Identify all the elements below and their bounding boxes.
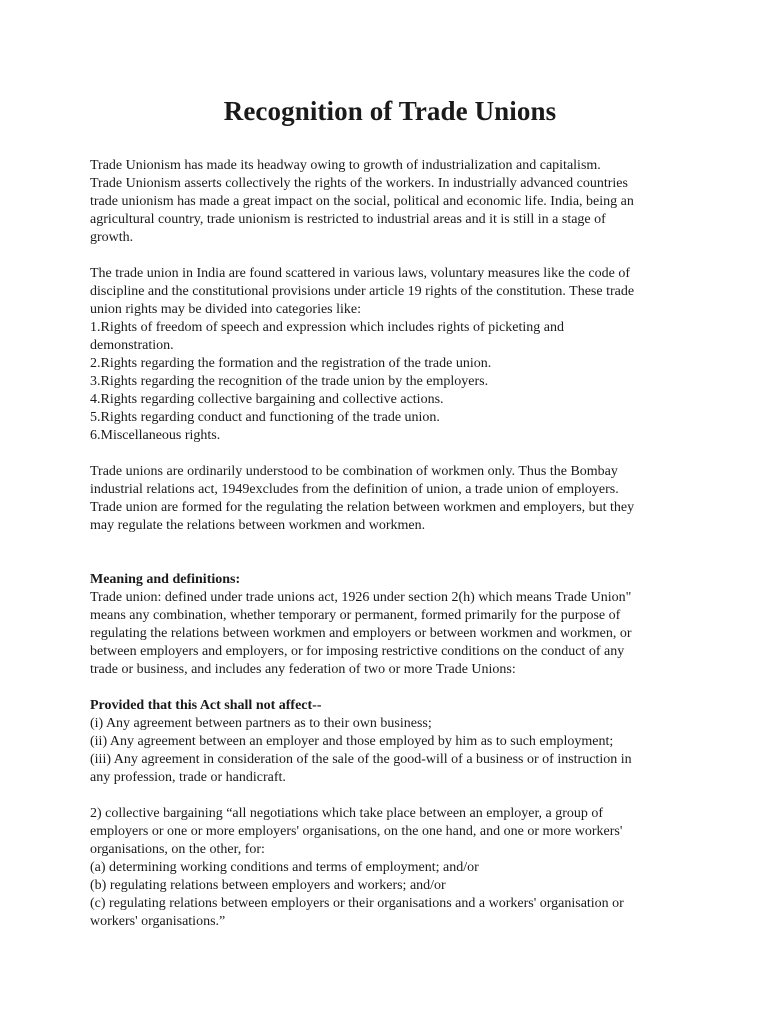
- text-line: Trade unions are ordinarily understood to be combination of workmen only. Thus the Bombay: [90, 464, 618, 479]
- meaning-section: [90, 571, 690, 679]
- list-item: (i) Any agreement between partners as to their own business;: [90, 716, 432, 731]
- list-item: workers' organisations.”: [90, 914, 226, 929]
- text-line: Trade union: defined under trade unions act, 1926 under section 2(h) which means Trade Union": [90, 590, 632, 605]
- text-line: regulating the relations between workmen and employers or between workmen and workmen, or: [90, 626, 632, 641]
- proviso-section: [90, 697, 690, 787]
- text-line: industrial relations act, 1949excludes from the definition of union, a trade union of employers.: [90, 482, 619, 497]
- text-line: means any combination, whether temporary or permanent, formed primarily for the purpose of: [90, 608, 621, 623]
- text-line: discipline and the constitutional provisions under article 19 rights of the constitution. These trade: [90, 284, 635, 299]
- list-item: 6.Miscellaneous rights.: [90, 428, 221, 443]
- text-line: between employers and employers, or for imposing restrictive conditions on the conduct of any: [90, 644, 625, 659]
- text-line: 2) collective bargaining “all negotiations which take place between an employer, a group of: [90, 806, 604, 821]
- rights-paragraph: [90, 265, 690, 445]
- text-line: trade unionism has made a great impact on the social, political and economic life. India, being an: [90, 194, 634, 209]
- list-item: 3.Rights regarding the recognition of the trade union by the employers.: [90, 374, 489, 389]
- list-item: demonstration.: [90, 338, 174, 353]
- list-item: 4.Rights regarding collective bargaining and collective actions.: [90, 392, 444, 407]
- list-item: 5.Rights regarding conduct and functioning of the trade union.: [90, 410, 440, 425]
- text-line: growth.: [90, 230, 134, 245]
- collective-bargaining-section: [90, 805, 690, 931]
- text-line: Trade Unionism asserts collectively the rights of the workers. In industrially advanced countries: [90, 176, 628, 191]
- list-item: 2.Rights regarding the formation and the registration of the trade union.: [90, 356, 492, 371]
- list-item: (b) regulating relations between employers and workers; and/or: [90, 878, 446, 893]
- list-item: 1.Rights of freedom of speech and expression which includes rights of picketing and: [90, 320, 564, 335]
- text-line: Trade Unionism has made its headway owing to growth of industrialization and capitalism.: [90, 158, 601, 173]
- document-page: [90, 93, 690, 931]
- text-line: The trade union in India are found scattered in various laws, voluntary measures like the code of: [90, 266, 630, 281]
- list-item: (a) determining working conditions and terms of employment; and/or: [90, 860, 479, 875]
- text-line: Trade union are formed for the regulating the relation between workmen and employers, but they: [90, 500, 635, 515]
- list-item: (ii) Any agreement between an employer and those employed by him as to such employment;: [90, 734, 614, 749]
- section-heading: Provided that this Act shall not affect--: [90, 698, 322, 713]
- text-line: employers or one or more employers' organisations, on the one hand, and one or more workers': [90, 824, 623, 839]
- text-line: agricultural country, trade unionism is restricted to industrial areas and it is still in a stage of: [90, 212, 606, 227]
- text-line: union rights may be divided into categories like:: [90, 302, 361, 317]
- text-line: may regulate the relations between workmen and workmen.: [90, 518, 426, 533]
- list-item: (iii) Any agreement in consideration of the sale of the good-will of a business or of instruction in: [90, 752, 632, 767]
- text-line: trade or business, and includes any federation of two or more Trade Unions:: [90, 662, 516, 677]
- text-line: organisations, on the other, for:: [90, 842, 265, 857]
- intro-paragraph: [90, 157, 690, 247]
- workmen-paragraph: [90, 463, 690, 535]
- section-heading: Meaning and definitions:: [90, 572, 241, 587]
- list-item: (c) regulating relations between employers or their organisations and a workers' organisation or: [90, 896, 624, 911]
- list-item: any profession, trade or handicraft.: [90, 770, 286, 785]
- page-title: Recognition of Trade Unions: [223, 96, 557, 126]
